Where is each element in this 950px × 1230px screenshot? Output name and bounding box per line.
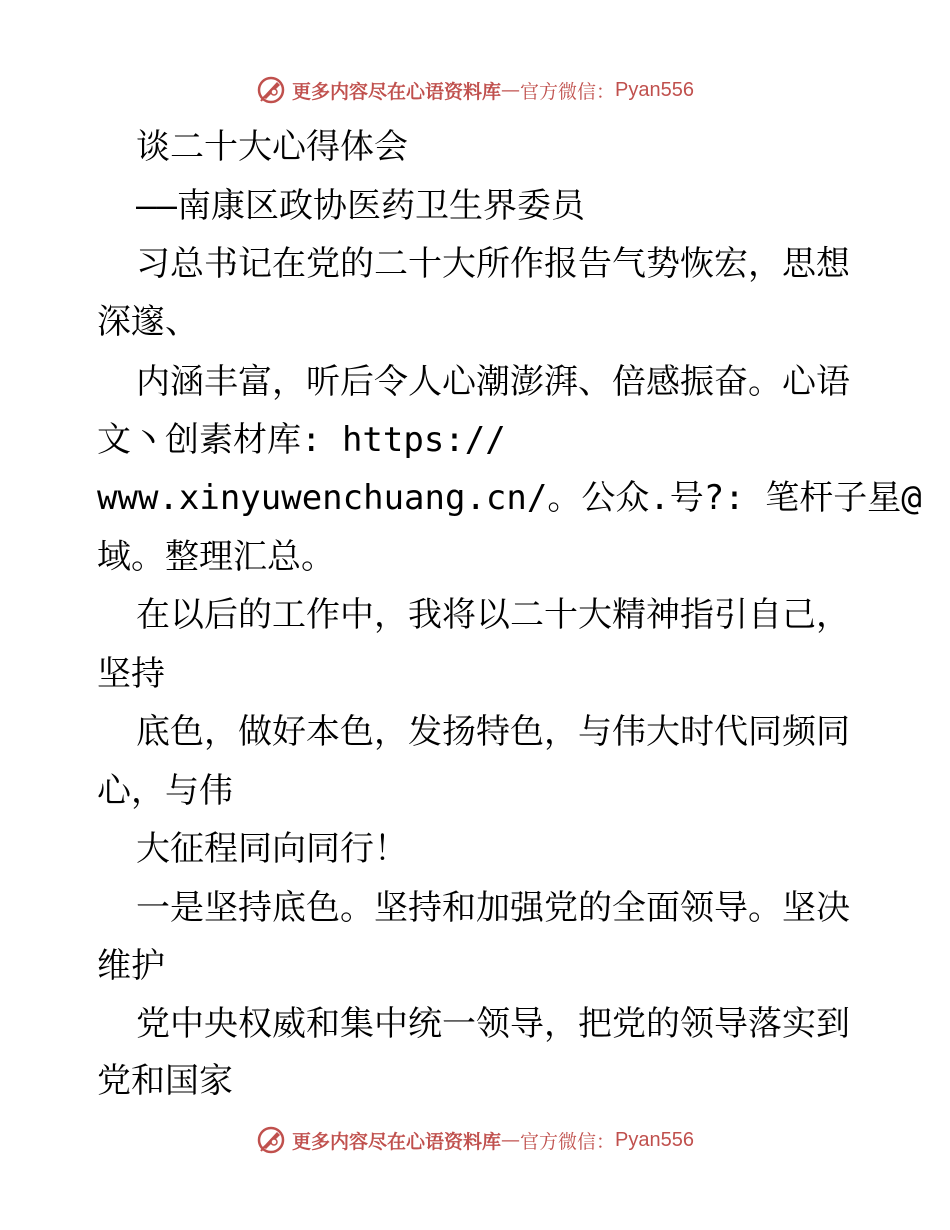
watermark-wechat-label: 官方微信： xyxy=(520,1130,616,1153)
body-line: 文丶创素材库: https:// xyxy=(97,420,506,460)
watermark-dash: — xyxy=(501,1129,521,1151)
body-line: 底色，做好本色，发扬特色，与伟大时代同频同 xyxy=(136,712,850,752)
body-line: 一是坚持底色。坚持和加强党的全面领导。坚决 xyxy=(136,888,850,928)
watermark-site-text: 更多内容尽在心语资料库 xyxy=(292,1130,502,1153)
footer-watermark xyxy=(0,1120,950,1160)
body-line: 心，与伟 xyxy=(97,771,233,811)
document-title: 谈二十大心得体会 xyxy=(136,127,408,167)
body-line: 党中央权威和集中统一领导，把党的领导落实到 xyxy=(136,1004,850,1044)
quill-seal-icon xyxy=(256,1125,286,1155)
body-line: 坚持 xyxy=(97,654,165,694)
watermark-dash: — xyxy=(501,79,521,101)
body-line: 在以后的工作中，我将以二十大精神指引自己， xyxy=(136,595,850,635)
watermark-wechat-id: Pyan556 xyxy=(615,78,694,101)
body-line: 习总书记在党的二十大所作报告气势恢宏，思想 xyxy=(136,244,850,284)
body-line: www.xinyuwenchuang.cn/。公众.号?: 笔杆子星@ xyxy=(97,478,922,518)
body-line: 大征程同向同行！ xyxy=(136,829,408,869)
watermark-site-text: 更多内容尽在心语资料库 xyxy=(292,80,502,103)
document-subtitle: ——南康区政协医药卫生界委员 xyxy=(136,186,585,226)
body-line: 域。整理汇总。 xyxy=(97,537,335,577)
body-line: 内涵丰富，听后令人心潮澎湃、倍感振奋。心语 xyxy=(136,362,850,402)
body-line: 维护 xyxy=(97,946,165,986)
watermark-wechat-label: 官方微信： xyxy=(520,80,616,103)
body-line: 党和国家 xyxy=(97,1061,233,1101)
watermark-wechat-id: Pyan556 xyxy=(615,1128,694,1151)
body-line: 深邃、 xyxy=(97,302,199,342)
